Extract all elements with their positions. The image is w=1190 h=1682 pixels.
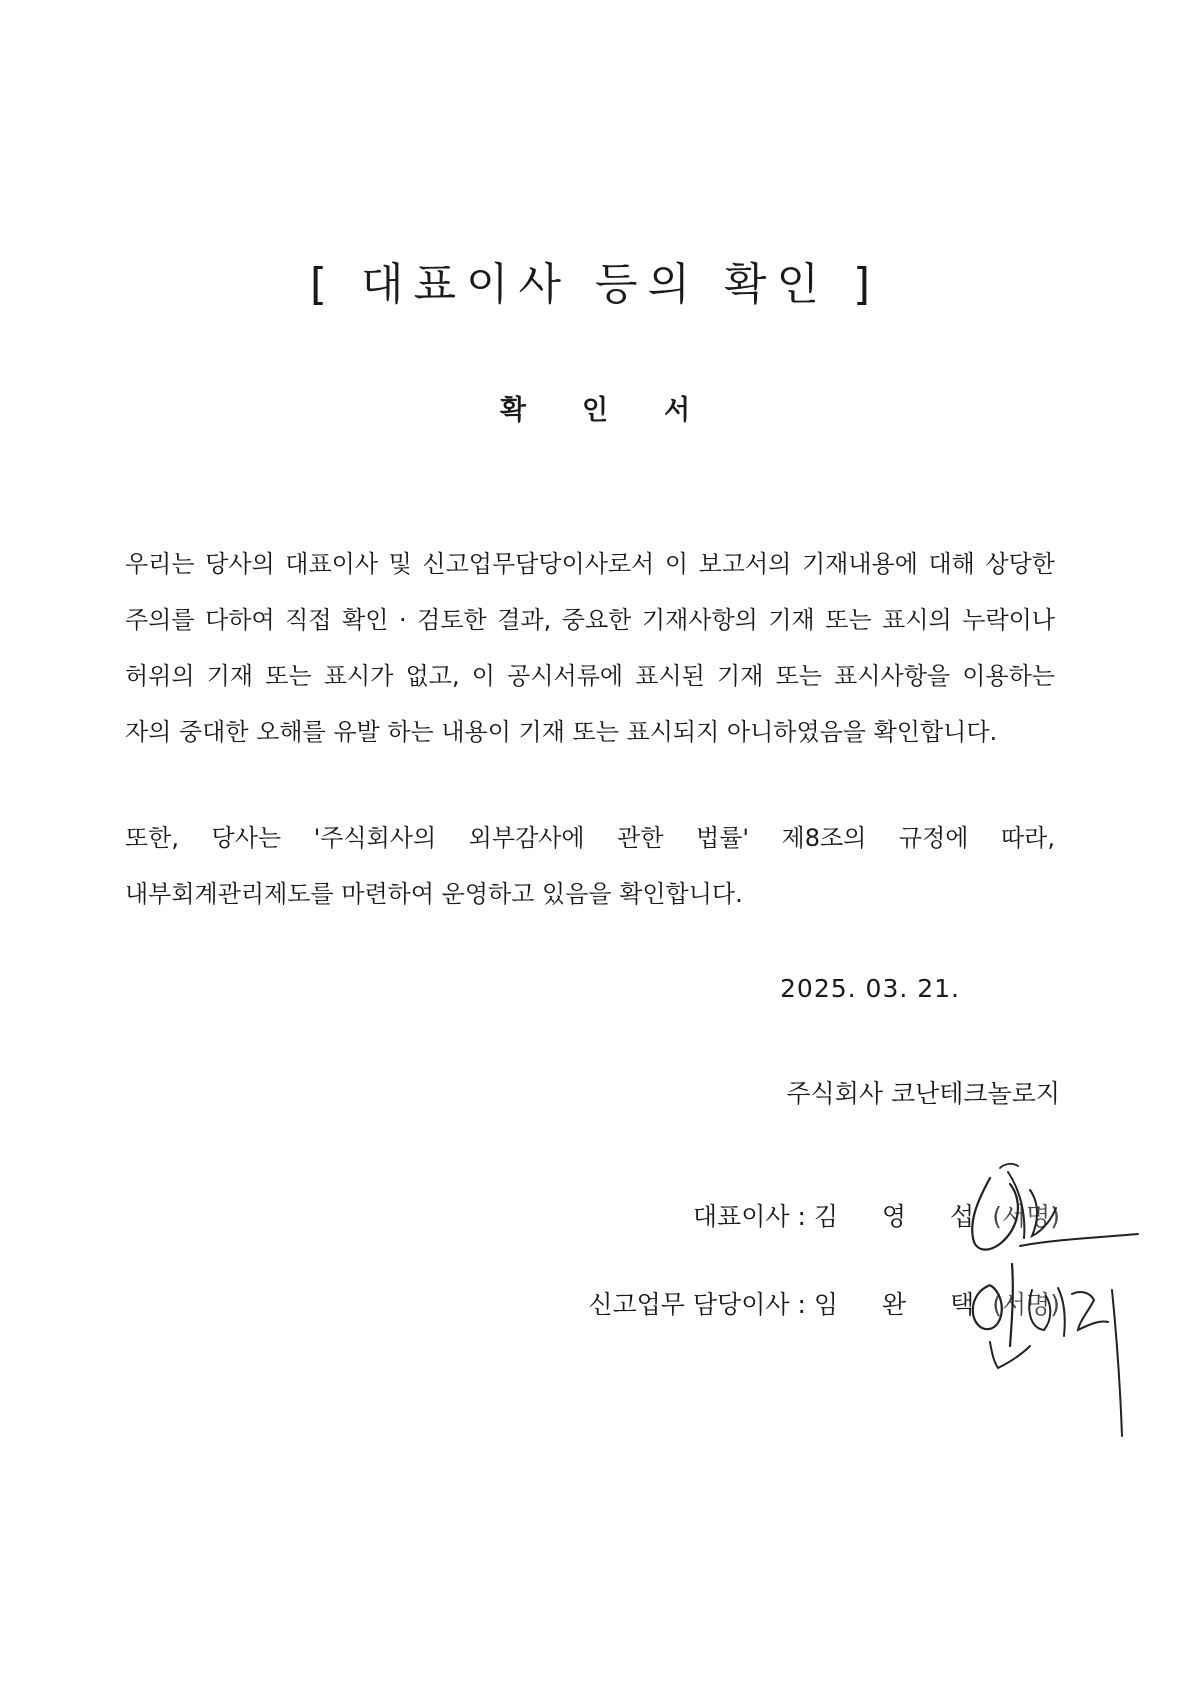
- company-name: 주식회사 코난테크놀로지: [786, 1079, 1060, 1108]
- document-date: 2025. 03. 21.: [780, 974, 960, 1003]
- signatory-title: 대표이사 :: [692, 1202, 806, 1231]
- handwritten-signature-disclosure-officer: [960, 1250, 1140, 1440]
- document-subheading: 확인서: [499, 395, 747, 426]
- signatory-name: 김 영 섭: [813, 1202, 993, 1231]
- internal-control-paragraph: 또한, 당사는 '주식회사의 외부감사에 관한 법률' 제8조의 규정에 따라, 내부회계관리제도를 마련하여 운영하고 있음을 확인합니다.: [125, 824, 1055, 908]
- confirmation-paragraph: 우리는 당사의 대표이사 및 신고업무담당이사로서 이 보고서의 기재내용에 대해 상당한 주의를 다하여 직접 확인 · 검토한 결과, 중요한 기재사항의 기재 또는 표시의 누락이나 허위의 기재 또는 표시가 없고, 이 공시서류에 표시된 기재 또는 표시사항을 이용하는 자의 중대한 오해를 유발 하는 내용이 기재 또는 표시되지 아니하였음을 확인합니다.: [125, 550, 1055, 746]
- signatory-ceo: [693, 1197, 1060, 1233]
- signatory-name: 임 완 택: [813, 1290, 993, 1319]
- document-heading: [ 대표이사 등의 확인 ]: [309, 259, 881, 310]
- signatory-disclosure-officer: [588, 1285, 1060, 1321]
- signature-mark-label: (서명): [992, 1290, 1060, 1319]
- signature-mark-label: (서명): [992, 1202, 1060, 1231]
- signatory-title: 신고업무 담당이사 :: [588, 1290, 806, 1319]
